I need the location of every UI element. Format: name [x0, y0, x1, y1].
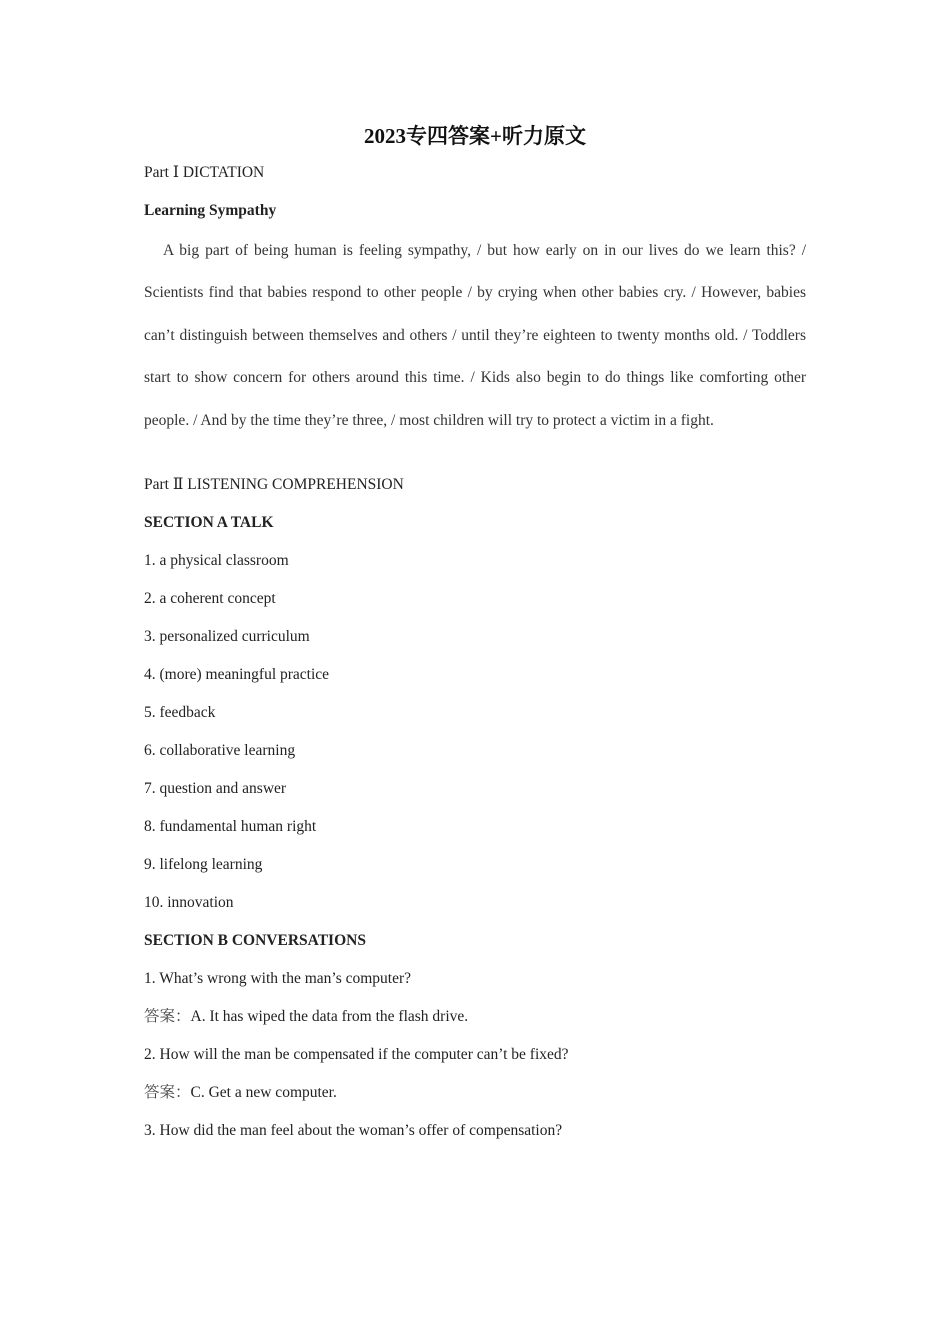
answer-item: 7. question and answer [144, 780, 287, 798]
answer-item: 4. (more) meaningful practice [144, 666, 330, 684]
answer-1 [144, 998, 806, 1036]
answer-label: 答案： [144, 1008, 191, 1026]
answer-item: 10. innovation [144, 894, 234, 912]
part1-heading: Part Ⅰ DICTATION [144, 164, 265, 181]
dictation-passage: A big part of being human is feeling sympathy, / but how early on in our lives do we learn this? / Scientists find that babies respond to other people / by crying when other babies cry. / However, babies can’t distinguish between themselves and others / until they’re eighteen to twenty months old. / Toddlers start to show concern for others around this time. / Kids also begin to do things like comforting other people. / And by the time they’re three, / most children will try to protect a victim in a fight. [144, 242, 806, 429]
question-3: 3. How did the man feel about the woman’s offer of compensation? [144, 1122, 563, 1140]
answer-item: 1. a physical classroom [144, 552, 289, 570]
question-1: 1. What’s wrong with the man’s computer? [144, 970, 412, 988]
answer-item: 2. a coherent concept [144, 590, 276, 608]
answer-text: A. It has wiped the data from the flash drive. [190, 1008, 469, 1026]
part2-heading: Part Ⅱ LISTENING COMPREHENSION [144, 476, 404, 494]
answer-text: C. Get a new computer. [190, 1084, 337, 1102]
spacer [144, 442, 806, 466]
section-b-heading: SECTION B CONVERSATIONS [144, 932, 366, 950]
answer-item: 8. fundamental human right [144, 818, 317, 836]
answer-2 [144, 1074, 806, 1112]
answer-label: 答案： [144, 1084, 191, 1102]
dictation-subheading: Learning Sympathy [144, 202, 277, 219]
section-a-answer-list [144, 542, 806, 922]
document-title: 2023专四答案+听力原文 [364, 124, 586, 148]
document-body [144, 118, 806, 1150]
answer-item: 9. lifelong learning [144, 856, 263, 874]
section-a-heading: SECTION A TALK [144, 514, 274, 532]
question-2: 2. How will the man be compensated if the computer can’t be fixed? [144, 1046, 569, 1064]
answer-item: 5. feedback [144, 704, 216, 722]
answer-item: 6. collaborative learning [144, 742, 296, 760]
answer-item: 3. personalized curriculum [144, 628, 310, 646]
